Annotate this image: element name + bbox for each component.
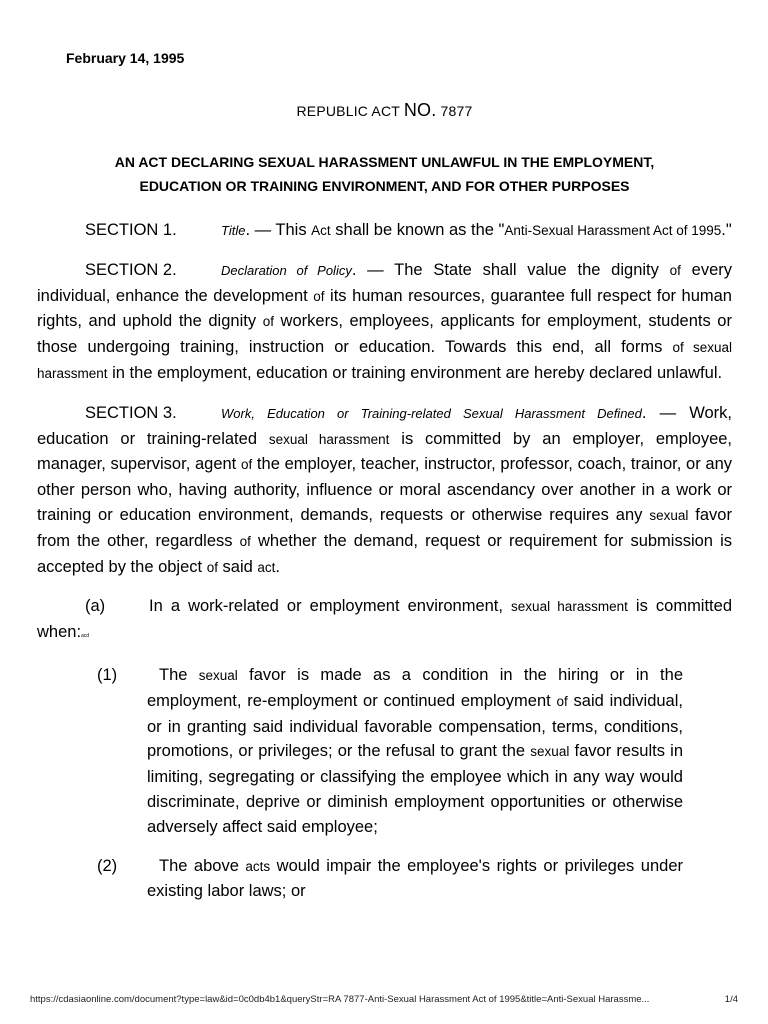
section-2-text: its human resources, guarantee full respect for human rights, and uphold the dignity bbox=[37, 286, 732, 331]
section-1-heading: Title bbox=[221, 223, 246, 238]
section-3-text: whether the demand, request or requirement for submission is accepted by the object bbox=[37, 531, 732, 576]
section-1-label: SECTION 1. bbox=[85, 221, 177, 239]
section-2-text: of bbox=[262, 314, 274, 330]
list-item-1-text: sexual bbox=[198, 667, 238, 683]
section-2-text: of sexual harassment bbox=[37, 340, 732, 381]
section-3 bbox=[37, 401, 732, 581]
list-item-1-text: of bbox=[556, 693, 568, 709]
section-1-text: . — This bbox=[245, 221, 312, 239]
paragraph-a-text: sexual harassment bbox=[511, 599, 628, 615]
ra-no: NO. bbox=[403, 100, 437, 120]
document-body bbox=[37, 50, 732, 918]
section-1-text: Anti-Sexual Harassment Act of 1995 bbox=[504, 223, 722, 238]
section-3-heading: Work, Education or Training-related Sexual Harassment Defined bbox=[221, 405, 642, 421]
section-1 bbox=[37, 218, 732, 244]
print-url: https://cdasiaonline.com/document?type=law&id=0c0db4b1&queryStr=RA 7877-Anti-Sexual Harassment Act of 1995&title=Anti-Sexual Harassme... bbox=[30, 994, 650, 1005]
section-3-text: favor from the other, regardless bbox=[37, 505, 732, 550]
list-item-1-text: The bbox=[159, 665, 199, 684]
list-item-2-text: The above bbox=[159, 856, 246, 875]
print-page-number: 1/4 bbox=[724, 994, 738, 1005]
section-2-text: every individual, enhance the development bbox=[37, 260, 733, 305]
section-3-text: act bbox=[257, 559, 276, 575]
list-item-2 bbox=[97, 854, 683, 905]
act-title-line-1: AN ACT DECLARING SEXUAL HARASSMENT UNLAWFUL IN THE EMPLOYMENT, bbox=[114, 154, 655, 170]
section-2 bbox=[37, 258, 732, 387]
list-item-1-body bbox=[147, 663, 683, 840]
section-2-heading: Declaration of Policy bbox=[221, 262, 352, 278]
republic-act-number bbox=[37, 100, 732, 121]
ra-number: 7877 bbox=[436, 103, 473, 119]
ra-prefix: REPUBLIC ACT bbox=[296, 103, 404, 119]
approval-date: February 14, 1995 bbox=[66, 50, 185, 66]
section-2-text: of bbox=[669, 262, 681, 278]
paragraph-a-text: In a work-related or employment environment, bbox=[149, 597, 512, 616]
section-1-text: ." bbox=[721, 221, 732, 239]
section-3-text: of bbox=[239, 533, 251, 549]
list-item-1-text: favor results in limiting, segregating or classifying the employee which in any way would discriminate, deprive or diminish employment opportunities or otherwise adversely affect said employee; bbox=[147, 742, 684, 836]
section-2-text: in the employment, education or training environment are hereby declared unlawful. bbox=[107, 363, 723, 382]
section-3-label: SECTION 3. bbox=[85, 403, 177, 422]
tiny-marker: acd bbox=[81, 633, 90, 640]
list-item-2-text: acts bbox=[245, 858, 271, 874]
section-1-text: Act bbox=[311, 223, 331, 238]
section-3-text: of bbox=[206, 559, 218, 575]
section-3-text: of bbox=[240, 457, 253, 473]
section-2-label: SECTION 2. bbox=[85, 260, 177, 279]
section-3-text: sexual harassment bbox=[268, 431, 390, 447]
section-3-text: said bbox=[217, 557, 258, 576]
list-item-1-number: (1) bbox=[97, 665, 118, 684]
list-item-2-text: would impair the employee's rights or privileges under existing labor laws; or bbox=[147, 856, 683, 901]
list-item-2-number: (2) bbox=[97, 856, 118, 875]
act-title-line-2: EDUCATION OR TRAINING ENVIRONMENT, AND FOR OTHER PURPOSES bbox=[139, 178, 630, 194]
list-item-1 bbox=[97, 663, 684, 840]
section-3-text: . — Work, education or training-related bbox=[37, 403, 732, 448]
paragraph-a-label: (a) bbox=[85, 597, 106, 616]
paragraph-a-text: is committed when: bbox=[37, 597, 732, 642]
section-2-text: . — The State shall value the dignity bbox=[351, 260, 670, 279]
section-3-text: is committed by an employer, employee, manager, supervisor, agent bbox=[37, 429, 733, 474]
section-2-text: workers, employees, applicants for employment, students or those undergoing training, instruction or education. Towards this end, all forms bbox=[37, 312, 732, 357]
section-2-text: of bbox=[313, 288, 325, 304]
list-item-1-text: sexual bbox=[530, 744, 570, 760]
list-item-1-text: favor is made as a condition in the hiring or in the employment, re-employment or continued employment bbox=[147, 665, 683, 710]
list-item-2-body bbox=[147, 854, 683, 905]
section-1-text: shall be known as the " bbox=[330, 221, 505, 239]
list-item-1-text: said individual, or in granting said individual favorable compensation, terms, conditions, promotions, or privileges; or the refusal to grant the bbox=[147, 691, 683, 761]
section-3-text: . bbox=[275, 557, 281, 576]
act-title bbox=[37, 150, 732, 198]
section-3-text: sexual bbox=[649, 507, 689, 523]
section-3-text: the employer, teacher, instructor, professor, coach, trainor, or any other person who, having authority, influence or moral ascendancy over another in a work or training or education environment, demands, requests or otherwise requires any bbox=[37, 455, 733, 524]
paragraph-a bbox=[37, 594, 732, 649]
